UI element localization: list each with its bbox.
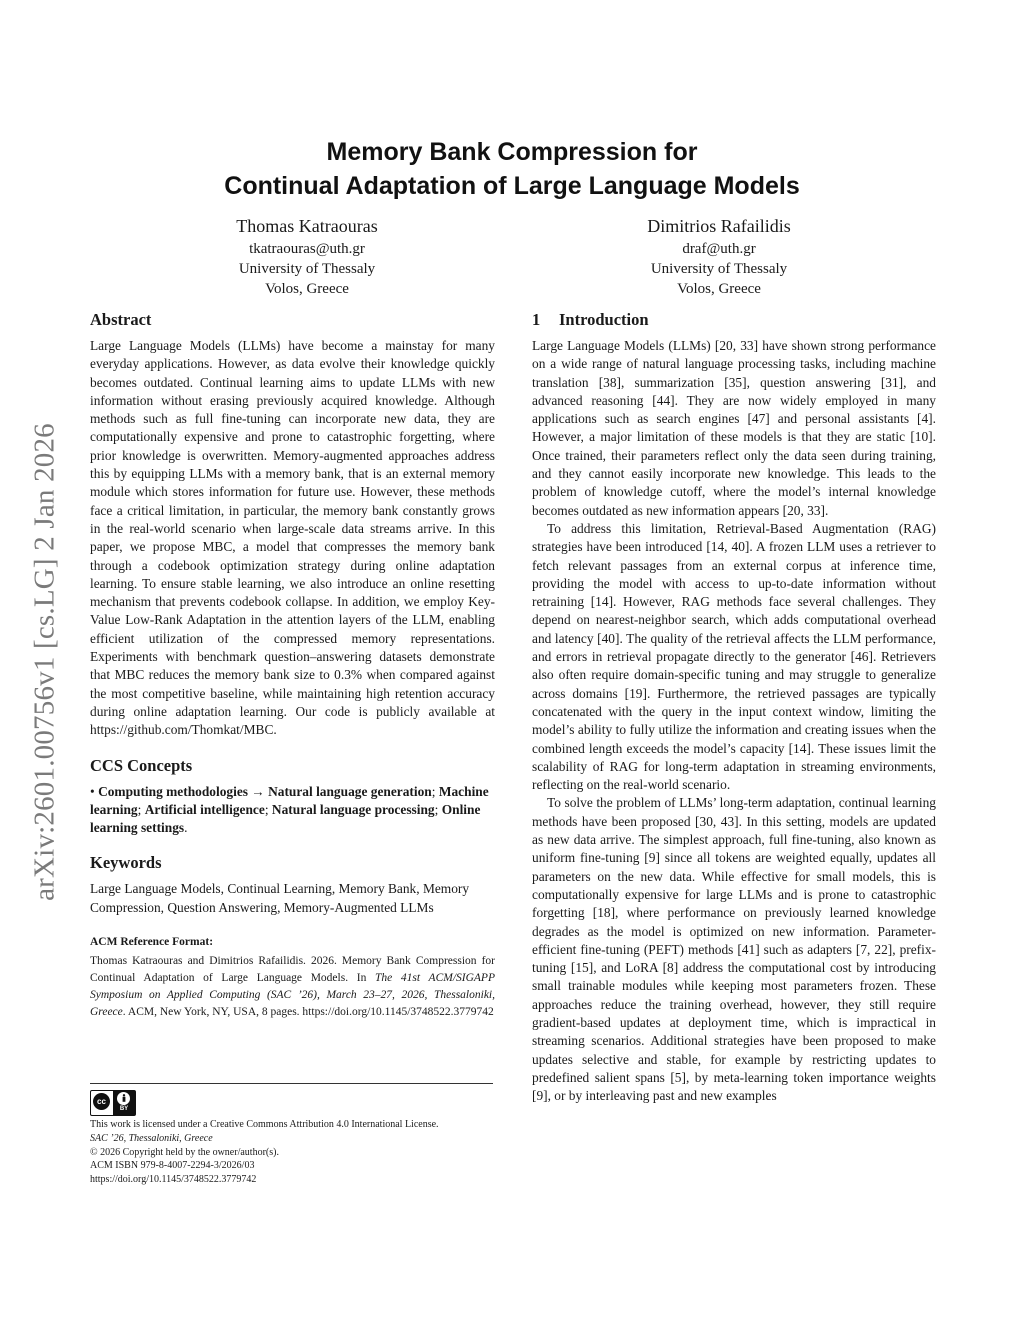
author-location: Volos, Greece	[677, 281, 761, 297]
person-glyph	[121, 1094, 127, 1102]
license-venue: SAC ’26, Thessaloniki, Greece	[90, 1132, 213, 1144]
license-statement: This work is licensed under a Creative Commons Attribution 4.0 International License.	[90, 1119, 439, 1130]
acm-reference-citation: Thomas Katraouras and Dimitrios Rafailidis. 2026. Memory Bank Compression for Continual Adaptation of Large Language Models. In	[90, 955, 495, 985]
author-email: draf@uth.gr	[682, 241, 756, 257]
acm-reference-text	[90, 953, 495, 1021]
ccs-item: Natural language processing	[271, 801, 435, 817]
by-icon	[113, 1091, 135, 1115]
intro-paragraph-2: To address this limitation, Retrieval-Based Augmentation (RAG) strategies have been introduced [14, 40]. A frozen LLM uses a retriever to fetch relevant passages from an external corpus at inference time, providing the model with access to up-to-date information without retraining [14]. However, RAG methods face several challenges. They depend on nearest-neighbor search, which adds computational overhead and latency [40]. The quality of the retrieval affects the LLM performance, and errors in retrieval propagate directly to the generator [46]. Retrievers also often require domain-specific tuning and may struggle to generalize across domains [19]. Furthermore, the retrieved passages are typically concatenated with the query in the input context window, limiting the model’s ability to fully utilize the information and creating issues when the combined length exceeds the model’s capacity [14]. These issues limit the scalability of RAG for long-term adaptation in streaming environments, reflecting on the real-world scenario.	[532, 520, 936, 793]
ccs-item: Artificial intelligence	[144, 801, 265, 817]
ccs-separator: ;	[431, 783, 436, 799]
author-affiliation: University of Thessaly	[238, 261, 376, 277]
paper-title	[90, 135, 934, 203]
author-block-2	[539, 214, 899, 299]
ccs-separator: ;	[137, 801, 142, 817]
keywords-heading: Keywords	[90, 853, 162, 873]
left-column	[90, 309, 495, 1021]
ccs-heading: CCS Concepts	[90, 755, 193, 775]
acm-reference-heading: ACM Reference Format:	[90, 936, 214, 949]
keywords-text: Large Language Models, Continual Learning, Memory Bank, Memory Compression, Question Answering, Memory-Augmented LLMs	[90, 881, 470, 915]
license-notice	[90, 1118, 495, 1187]
arxiv-identifier: arXiv:2601.00756v1 [cs.LG] 2 Jan 2026	[28, 423, 61, 901]
section-number: 1	[532, 310, 541, 329]
author-name: Thomas Katraouras	[236, 216, 378, 236]
acm-reference-doi: . ACM, New York, NY, USA, 8 pages. https://doi.org/10.1145/3748522.3779742	[122, 1006, 494, 1019]
right-column	[532, 309, 936, 1105]
license-isbn: ACM ISBN 979-8-4007-2294-3/2026/03	[90, 1160, 255, 1172]
ccs-concepts	[90, 783, 495, 838]
ccs-end: .	[184, 820, 188, 836]
ccs-arrow: →	[251, 783, 265, 799]
acm-reference-venue: The 41st ACM/SIGAPP Symposium on Applied Computing (SAC ’26), March 23–27, 2026, Thessaloniki, Greece	[90, 972, 495, 1019]
cc-by-badge	[90, 1090, 136, 1116]
intro-paragraph-3: To solve the problem of LLMs’ long-term adaptation, continual learning methods have been proposed [30, 43]. In this setting, models are updated as new data arrive. The simplest approach, full fine-tuning, also known as uniform fine-tuning [9] since all tokens are weighted equally, updates all parameters on the new data. While effective for small models, this is computationally expensive for large LLMs and is prone to catastrophic forgetting [18], where performance on previously learned knowledge degrades as the model is optimized on new information. Parameter-efficient fine-tuning (PEFT) methods [41] such as adapters [7, 22], prefix-tuning [15], and LoRA [8] address the computational cost by introducing small trainable modules while keeping most parameters frozen. These approaches reduce the training overhead, however, they still require gradient-based updates at deployment time, which is impractical in streaming scenarios. Additional strategies have been proposed to make updates selective and stable, for example by restricting updates to predefined salient spans [5], by meta-learning token importance weights [9], or by interleaving past and new examples	[532, 795, 936, 1104]
ccs-separator: ;	[264, 801, 269, 817]
ccs-item: Computing methodologies	[98, 783, 248, 799]
author-block-1	[127, 214, 487, 299]
cc-icon: cc	[93, 1093, 110, 1110]
license-doi: https://doi.org/10.1145/3748522.3779742	[90, 1174, 257, 1186]
license-divider	[90, 1083, 493, 1084]
introduction-heading	[532, 309, 936, 331]
title-line-2: Continual Adaptation of Large Language Models	[224, 172, 800, 200]
ccs-bullet: •	[90, 783, 95, 799]
license-copyright: © 2026 Copyright held by the owner/author(s).	[90, 1146, 279, 1158]
ccs-separator: ;	[434, 801, 439, 817]
abstract-text: Large Language Models (LLMs) have become a mainstay for many everyday applications. However, as data evolve their knowledge quickly becomes outdated. Continual learning aims to update LLMs with new information without erasing previously acquired knowledge. Although methods such as full fine-tuning can incorporate new data, they are computationally expensive and prone to catastrophic forgetting, where prior knowledge is overwritten. Memory-augmented approaches address this by equipping LLMs with a memory bank, that is an external memory module which stores information for future use. However, these methods face a critical limitation, in particular, the memory bank constantly grows in the real-world scenario when large-scale data streams arrive. In this paper, we propose MBC, a model that compresses the memory bank through a codebook optimization strategy during online adaptation learning. To ensure stable learning, we also introduce an online resetting mechanism that prevents codebook collapse. In addition, we employ Key-Value Low-Rank Adaptation in the attention layers of the LLM, enabling efficient utilization of the compressed memory representations. Experiments with benchmark question–answering datasets demonstrate that MBC reduces the memory bank size to 0.3% when compared against the most competitive baseline, while maintaining high retention accuracy during online adaptation learning. Our code is publicly available at https://github.com/Thomkat/MBC.	[90, 338, 495, 738]
title-line-1: Memory Bank Compression for	[326, 138, 698, 166]
abstract-heading: Abstract	[90, 310, 152, 329]
ccs-item: Natural language generation	[268, 783, 432, 799]
author-affiliation: University of Thessaly	[650, 261, 788, 277]
ccs-item: Online learning settings	[90, 801, 481, 836]
ccs-item: Machine learning	[90, 783, 489, 817]
arxiv-sidebar	[30, 382, 60, 942]
author-name: Dimitrios Rafailidis	[647, 216, 791, 236]
author-location: Volos, Greece	[265, 281, 349, 297]
intro-paragraph-1: Large Language Models (LLMs) [20, 33] have shown strong performance on a wide range of natural language processing tasks, including machine translation [38], summarization [35], question answering [31], and advanced reasoning [44]. They are now widely employed in many applications such as search engines [47] and personal assistants [4]. However, a major limitation of these models is that they are static [10]. Once trained, their parameters reflect only the data seen during training, and they cannot easily incorporate new knowledge. This leads to the problem of knowledge cutoff, where the model’s internal knowledge becomes outdated as new information appears [20, 33].	[532, 338, 936, 518]
by-label: BY	[119, 1106, 129, 1112]
section-title: Introduction	[559, 310, 649, 329]
author-email: tkatraouras@uth.gr	[249, 241, 365, 257]
person-icon	[117, 1092, 130, 1105]
